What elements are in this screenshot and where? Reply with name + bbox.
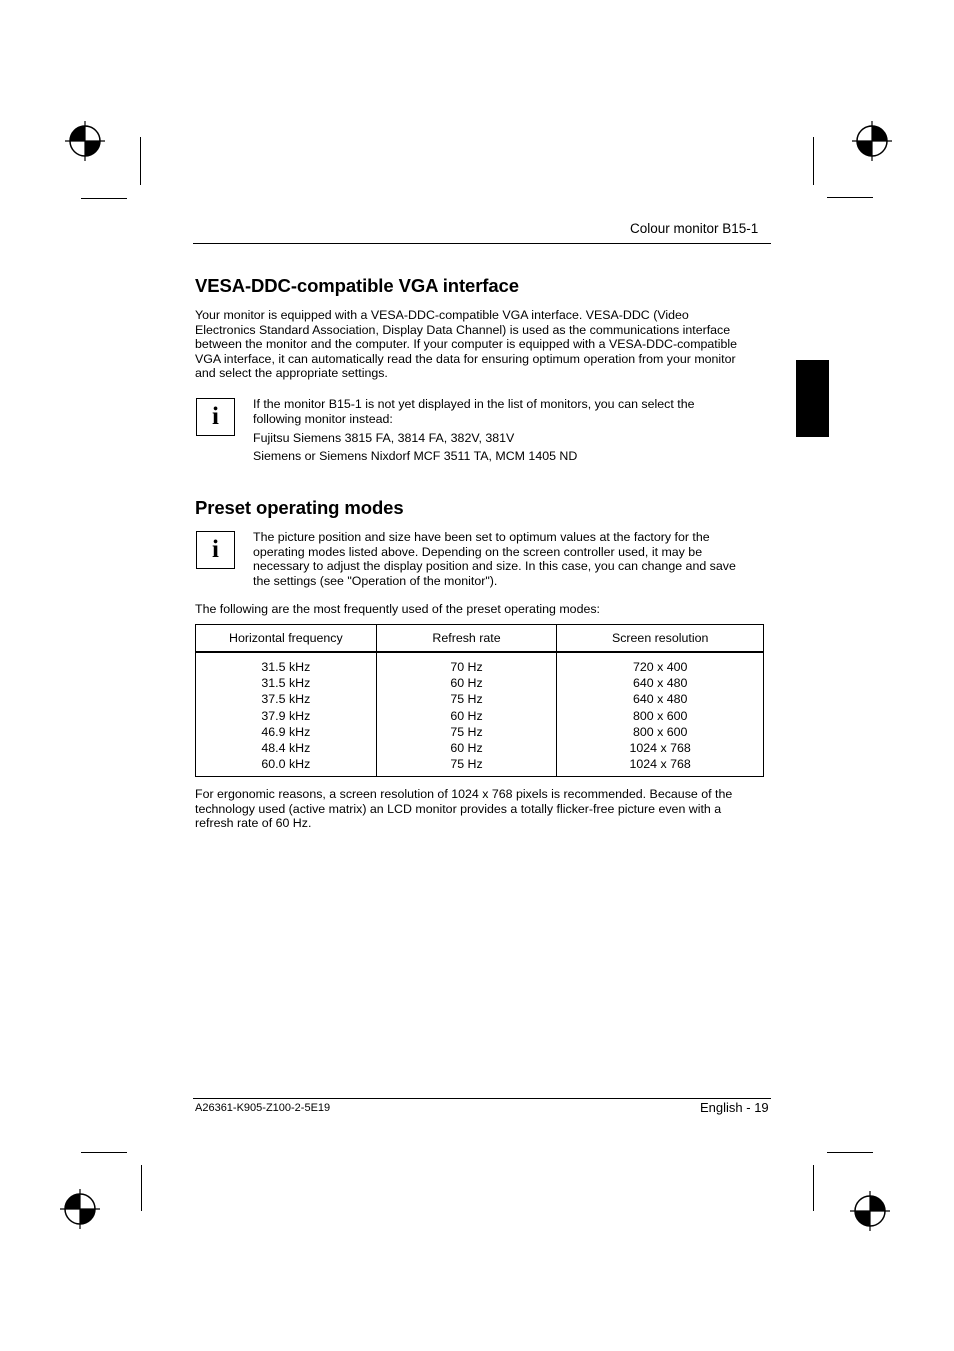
footer-rule <box>193 1098 771 1099</box>
ergonomic-paragraph <box>195 787 765 831</box>
crop-mark <box>813 137 814 185</box>
cell-refresh-rate: 60 Hz <box>376 740 557 756</box>
text-line: and select the appropriate settings. <box>195 366 388 381</box>
cell-horizontal-frequency: 37.5 kHz <box>196 691 377 707</box>
vesa-paragraph <box>195 308 765 381</box>
page-number: English - 19 <box>700 1100 769 1115</box>
preset-intro: The following are the most frequently used of the preset operating modes: <box>195 602 600 616</box>
crop-mark <box>140 137 141 185</box>
text-line: operating modes listed above. Depending on the screen controller used, it may be <box>253 544 703 559</box>
cell-refresh-rate: 60 Hz <box>376 708 557 724</box>
running-header: Colour monitor B15-1 <box>630 221 759 236</box>
cell-horizontal-frequency: 31.5 kHz <box>196 675 377 691</box>
cell-screen-resolution: 800 x 600 <box>557 708 764 724</box>
table-row <box>196 675 764 691</box>
text-line: the settings (see "Operation of the monitor"). <box>253 573 498 588</box>
alt-monitor-siemens: Siemens or Siemens Nixdorf MCF 3511 TA, MCM 1405 ND <box>253 449 578 463</box>
section-heading-preset: Preset operating modes <box>195 497 404 518</box>
column-header-refresh-rate: Refresh rate <box>376 625 557 653</box>
info-icon: i <box>196 398 235 436</box>
column-header-horizontal-frequency: Horizontal frequency <box>196 625 377 653</box>
text-line: For ergonomic reasons, a screen resolution of 1024 x 768 pixels is recommended. Because of the <box>195 787 733 801</box>
cell-horizontal-frequency: 60.0 kHz <box>196 756 377 777</box>
cell-screen-resolution: 640 x 480 <box>557 675 764 691</box>
cell-refresh-rate: 70 Hz <box>376 652 557 675</box>
column-header-screen-resolution: Screen resolution <box>557 625 764 653</box>
cell-horizontal-frequency: 31.5 kHz <box>196 652 377 675</box>
alt-monitor-fujitsu: Fujitsu Siemens 3815 FA, 3814 FA, 382V, 381V <box>253 431 515 445</box>
cell-screen-resolution: 1024 x 768 <box>557 756 764 777</box>
registration-mark-top-left <box>65 121 105 161</box>
table-row <box>196 691 764 707</box>
cell-screen-resolution: 640 x 480 <box>557 691 764 707</box>
text-line: Your monitor is equipped with a VESA-DDC-compatible VGA interface. VESA-DDC (Video <box>195 308 689 322</box>
preset-note <box>253 530 765 588</box>
registration-mark-bottom-left <box>60 1189 100 1229</box>
chapter-thumb-tab <box>796 360 829 437</box>
crop-mark <box>141 1165 142 1211</box>
header-rule <box>193 243 771 244</box>
text-line: The picture position and size have been set to optimum values at the factory for the <box>253 530 710 544</box>
section-heading-vesa: VESA-DDC-compatible VGA interface <box>195 275 519 296</box>
text-line: Electronics Standard Association, Display Data Channel) is used as the communications interface <box>195 322 731 337</box>
text-line: following monitor instead: <box>253 411 393 426</box>
text-line: refresh rate of 60 Hz. <box>195 816 312 831</box>
cell-horizontal-frequency: 37.9 kHz <box>196 708 377 724</box>
crop-mark <box>813 1165 814 1211</box>
table-row <box>196 708 764 724</box>
cell-refresh-rate: 75 Hz <box>376 756 557 777</box>
table-row <box>196 652 764 675</box>
cell-horizontal-frequency: 48.4 kHz <box>196 740 377 756</box>
table-row <box>196 724 764 740</box>
operating-modes-table <box>195 624 764 777</box>
text-line: If the monitor B15-1 is not yet displayed in the list of monitors, you can select the <box>253 397 695 411</box>
crop-mark <box>81 1152 127 1153</box>
text-line: VGA interface, it can automatically read the data for ensuring optimum operation from your monitor <box>195 351 736 366</box>
document-code: A26361-K905-Z100-2-5E19 <box>195 1102 331 1114</box>
cell-refresh-rate: 60 Hz <box>376 675 557 691</box>
registration-mark-bottom-right <box>850 1191 890 1231</box>
table-row <box>196 756 764 777</box>
vesa-note <box>253 397 765 426</box>
cell-screen-resolution: 1024 x 768 <box>557 740 764 756</box>
crop-mark <box>81 198 127 199</box>
crop-mark <box>827 1152 873 1153</box>
registration-mark-top-right <box>852 121 892 161</box>
cell-horizontal-frequency: 46.9 kHz <box>196 724 377 740</box>
cell-screen-resolution: 720 x 400 <box>557 652 764 675</box>
text-line: technology used (active matrix) an LCD monitor provides a totally flicker-free picture even with a <box>195 801 722 816</box>
cell-screen-resolution: 800 x 600 <box>557 724 764 740</box>
table-row <box>196 740 764 756</box>
cell-refresh-rate: 75 Hz <box>376 724 557 740</box>
info-icon: i <box>196 531 235 569</box>
crop-mark <box>827 197 873 198</box>
cell-refresh-rate: 75 Hz <box>376 691 557 707</box>
text-line: between the monitor and the computer. If your computer is equipped with a VESA-DDC-compatible <box>195 337 738 352</box>
table-header-row <box>196 625 764 653</box>
text-line: necessary to adjust the display position and size. In this case, you can change and save <box>253 559 736 574</box>
